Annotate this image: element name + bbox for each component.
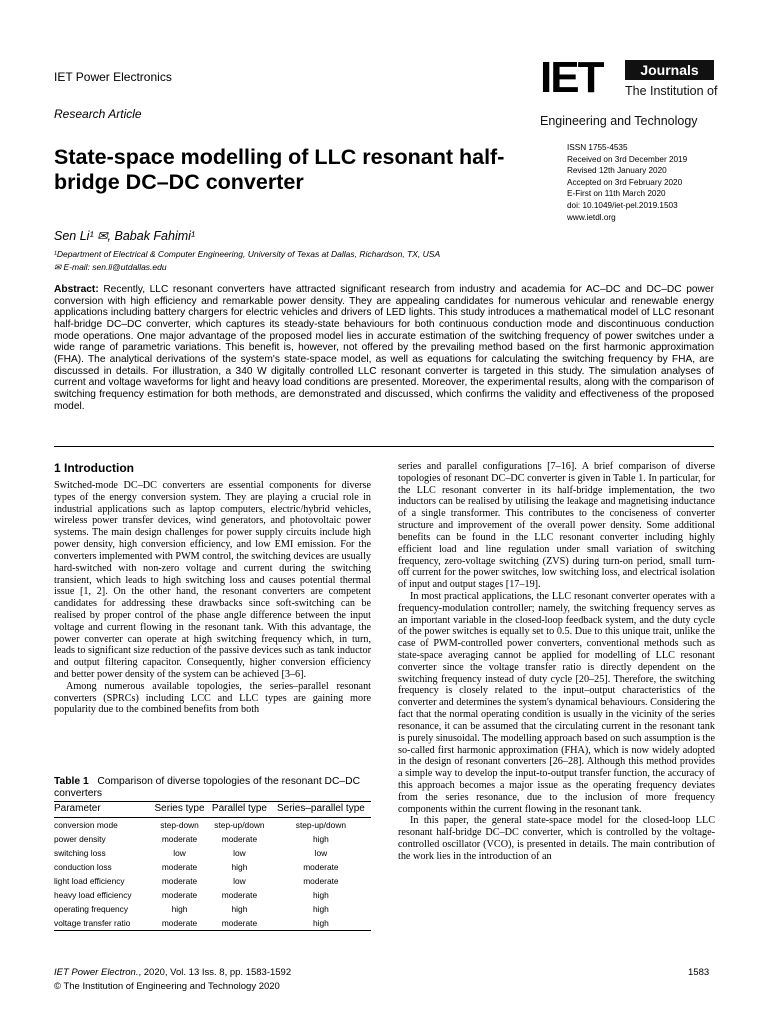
footer-journal: IET Power Electron. (54, 967, 139, 978)
table-cell: voltage transfer ratio (54, 916, 151, 931)
journals-label: Journals (625, 60, 714, 80)
table-cell: high (231, 861, 248, 872)
table-label: Table 1 (54, 776, 89, 787)
table-row (54, 916, 371, 931)
journal-name: IET Power Electronics (54, 70, 172, 84)
doi[interactable]: doi: 10.1049/iet-pel.2019.1503 (567, 200, 678, 210)
author-email[interactable]: ✉ E-mail: sen.li@utdallas.edu (54, 262, 167, 272)
table-cell: moderate (161, 833, 198, 844)
table-cell: step-down (160, 819, 199, 830)
table-cell: operating frequency (54, 904, 129, 915)
table-cell: high (271, 916, 371, 931)
table-cell: moderate (303, 875, 339, 886)
table-cell: high (312, 890, 329, 901)
comparison-table (54, 801, 371, 931)
efirst-date: E-First on 11th March 2020 (567, 189, 666, 199)
table-cell: high (171, 904, 188, 915)
paragraph: In this paper, the general state-space model for the closed-loop LLC resonant half-bridge DC–DC converter, which is controlled by the voltage-controlled oscillator (VCO), is presented in details. The main contribution of the work lies in the introduction of an (398, 815, 715, 862)
table-row (54, 888, 371, 902)
table-cell: high (231, 904, 248, 915)
abstract-text: Recently, LLC resonant converters have attracted significant research from industry and academia for AC–DC and DC–DC power conversion with high efficiency and remarkable power density. They are appealing candidates for numerous vehicular and renewable energy applications including battery chargers for electric vehicles and drivers of LED lights. This study introduces a mathematical model of LLC resonant half-bridge DC–DC converter, which captures its steady-state behaviours for both continuous conduction mode and discontinuous conduction mode operations. One major advantage of the proposed model lies in accurate estimation of the switching frequency of power switches under a wide range of parametric variations. This benefit is, however, not offered by the prevailing method based on the first harmonic approximation (FHA). The analytical derivations of the system's state-space model, as well as equations for calculating the switching frequency by FHA, are discussed in details. For illustration, a 340 W digitally controlled LLC resonant converter is targeted in this study. The simulation analyses of current and voltage waveforms for light and heavy load conditions are presented. Moreover, the experimental results, along with the comparison of switching frequency estimation for both methods, are demonstrated and discussed, which confirms the validity and effectiveness of the proposed model. (54, 284, 714, 412)
table-cell: moderate (303, 861, 339, 872)
table-body (54, 817, 371, 931)
issn: ISSN 1755-4535 (567, 143, 628, 152)
table-cell: moderate (161, 875, 198, 886)
table-cell: high (312, 833, 329, 844)
table-cell: step-up/down (295, 819, 347, 830)
table-header: Series type (151, 802, 208, 818)
table-cell: heavy load efficiency (54, 890, 132, 901)
table-row (54, 874, 371, 888)
affiliation: ¹Department of Electrical & Computer Engineering, University of Texas at Dallas, Richardson, TX, USA (54, 249, 441, 259)
paragraph: Switched-mode DC–DC converters are essential components for diverse types of the energy conversion system. They are playing a crucial role in industrial applications such as laptop computers, electric/hybrid vehicles, wireless power transfer devices, wind generators, and photovoltaic power systems. The main design challenges for power supply circuits include high power density, high conversion efficiency, and low EMI emission. For the converters implemented with PWM control, the switching devices are usually hard-switched with non-zero voltage and current during the switching transient, which leads to high switching loss and causes potential thermal issue [1, 2]. On the other hand, the resonant converters are competent candidates for addressing these drawbacks since soft-switching can be realised by proper control of the phase angle difference between the input voltage and current flowing in the resonant tank. With this advantage, the power converter can operate at high switching frequency which, in turn, leads to significant size reduction of the passive devices such as tank inductor and output filtering capacitor. Consequently, higher conversion efficiency and better power density of the system can be achieved [3–6]. (54, 480, 371, 680)
table-header: Series–parallel type (271, 802, 371, 818)
authors: Sen Li¹ ✉, Babak Fahimi¹ (54, 229, 196, 243)
table-row (54, 817, 371, 832)
table-cell: switching loss (54, 847, 106, 858)
table-header-row (54, 802, 371, 818)
table-cell: moderate (161, 861, 198, 872)
footer-volume: , 2020, Vol. 13 Iss. 8, pp. 1583-1592 (138, 967, 292, 978)
footer-copyright: © The Institution of Engineering and Technology 2020 (54, 981, 280, 992)
table-cell: light load efficiency (54, 875, 125, 886)
section-heading: 1 Introduction (54, 461, 134, 475)
website-link[interactable]: www.ietdl.org (567, 212, 616, 222)
table-row (54, 902, 371, 916)
table-header: Parallel type (208, 802, 271, 818)
paragraph: In most practical applications, the LLC resonant converter operates with a frequency-modulation controller; namely, the switching frequency serves as an important variable in the closed-loop feedback system, and the duty cycle of the power switches is equally set to 0.5. Due to this unique trait, unlike the case of PWM-controlled power converters, conventional methods such as state-space averaging cannot be applied for modelling of LLC resonant converter since the voltage transfer ratio is directly dependent on the switching frequency instead of duty cycle [20–25]. Therefore, the switching frequency is closely related to the input–output characteristics of the converter and determines the system's dynamical behaviours. Considering the fact that the normal operating condition is usually in the vicinity of the series resonance, it can be assumed that the circulating current in the resonant tank is purely sinusoidal. The modelling approach based on such assumption is the so-called first harmonic approximation (FHA), which is now widely adopted in the design of resonant converters [26–28]. Although this method provides a simple way to develop the input-to-output transfer function, the accuracy of this approach becomes a major issue as the operating frequency deviates from the series resonance, due to the inclusion of more frequency components within the current flowing in the resonant tank. (398, 590, 715, 815)
table-cell: moderate (208, 916, 271, 931)
body-column-right (398, 461, 715, 863)
table-cell: low (314, 847, 328, 858)
table-cell: moderate (221, 890, 258, 901)
table-row (54, 832, 371, 846)
table-header: Parameter (54, 802, 151, 818)
iet-logo-letters: IET (540, 53, 603, 102)
table-row (54, 860, 371, 874)
divider (54, 446, 714, 447)
table-row (54, 846, 371, 860)
table-cell: step-up/down (214, 819, 265, 830)
table-cell: moderate (161, 890, 198, 901)
paragraph: Among numerous available topologies, the series–parallel resonant converters (SPRCs) including LCC and LLC types are gaining more popularity due to the combined benefits from both (54, 680, 371, 716)
abstract (54, 284, 714, 412)
table-cell: moderate (221, 833, 258, 844)
table-caption (54, 776, 371, 800)
table-cell: low (233, 875, 246, 886)
revised-date: Revised 12th January 2020 (567, 166, 667, 176)
table-cell: conversion mode (54, 819, 118, 830)
table-cell: power density (54, 833, 106, 844)
article-meta (567, 142, 687, 223)
body-column-left (54, 480, 371, 716)
table-cell: conduction loss (54, 861, 112, 872)
footer-citation (54, 967, 291, 978)
article-title: State-space modelling of LLC resonant half-bridge DC–DC converter (54, 145, 505, 194)
table-cell: low (173, 847, 186, 858)
page-number: 1583 (688, 967, 710, 978)
abstract-label: Abstract: (54, 284, 99, 295)
article-type: Research Article (54, 107, 142, 121)
institution-line-2: Engineering and Technology (540, 114, 698, 128)
received-date: Received on 3rd December 2019 (567, 154, 688, 164)
accepted-date: Accepted on 3rd February 2020 (567, 177, 683, 187)
table-cell: high (312, 904, 329, 915)
institution-line-1: The Institution of (625, 84, 718, 98)
table-cell: moderate (151, 916, 208, 931)
table-cell: low (233, 847, 246, 858)
paragraph: series and parallel configurations [7–16]. A brief comparison of diverse topologies of resonant DC–DC converter is given in Table 1. In particular, for the LLC resonant converter in its half-bridge implementation, the two inductors can be realised by utilising the leakage and magnetising inductance of a single transformer. This contributes to the conciseness of converter structure and improvement of the overall power density. Some additional benefits can be found in the LLC resonant converter including highly efficient load and line regulation under small variation of switching frequency, zero-voltage switching (ZVS) during turn-on period, small turn-off current for the power switches, low switching loss, and electrical isolation of input and output stages [17–19]. (398, 461, 715, 591)
table-caption-text: Comparison of diverse topologies of the resonant DC–DC converters (54, 776, 361, 799)
